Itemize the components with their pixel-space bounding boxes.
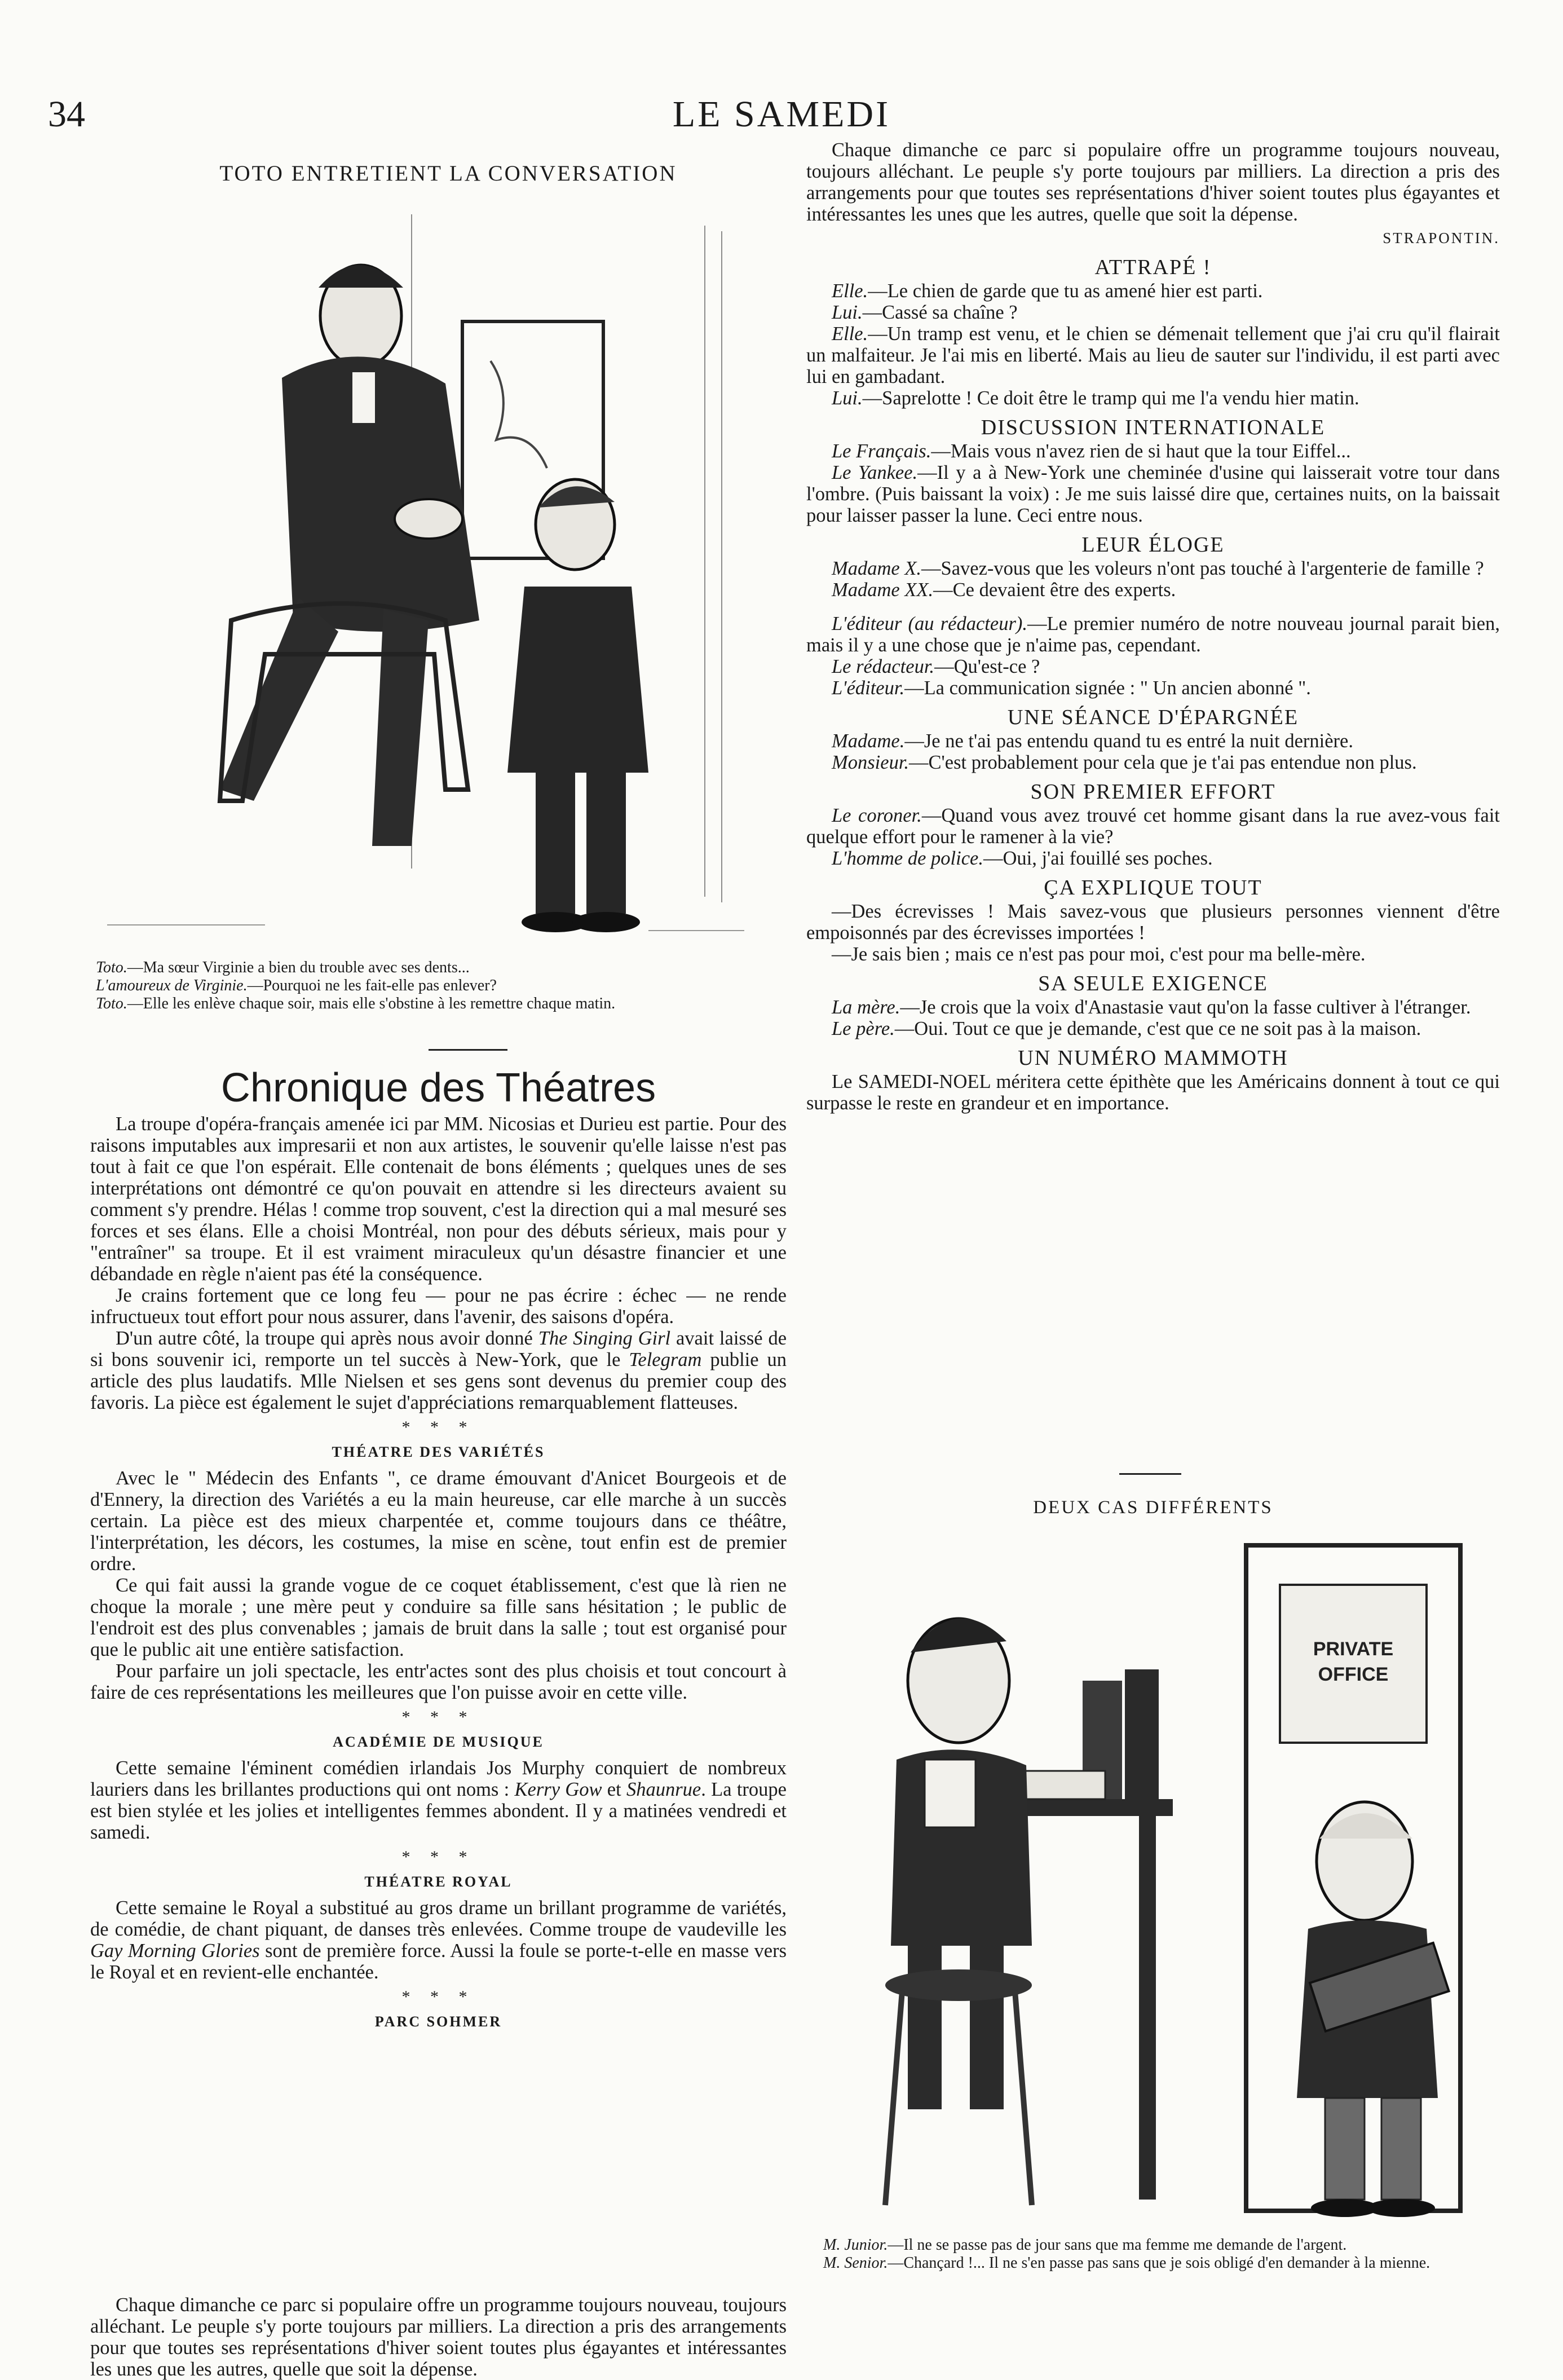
section-stars: * * * xyxy=(401,1848,475,1866)
deux-cas-drawing xyxy=(812,1534,1489,2228)
academie-heading: ACADÉMIE DE MUSIQUE xyxy=(333,1734,544,1750)
caption-line: M. Junior.—Il ne se passe pas de jour sans que ma femme me demande de l'argent. xyxy=(823,2236,1347,2254)
divider-rule xyxy=(429,1049,507,1051)
varietes-paragraph: Ce qui fait aussi la grande vogue de ce coquet établissement, c'est que là rien ne choque la morale ; une mère peut y conduire sa fille sans hésitation ; le public de l'endroit est des plus convenables ; jamais de bruit dans la salle ; tout est organisé pour que le public ait une entière satisfaction. xyxy=(90,1575,787,1660)
varietes-heading: THÉATRE DES VARIÉTÉS xyxy=(332,1444,545,1460)
joke-line: Le père.—Oui. Tout ce que je demande, c'est que ce ne soit pas à la maison. xyxy=(832,1018,1421,1039)
running-head: LE SAMEDI xyxy=(672,94,891,135)
joke-line: L'éditeur.—La communication signée : " Un ancien abonné ". xyxy=(832,677,1311,699)
joke-line: La mère.—Je crois que la voix d'Anastasie vaut qu'on la fasse cultiver à l'étranger. xyxy=(832,997,1471,1018)
chronique-paragraph: Je crains fortement que ce long feu — pour ne pas écrire : échec — ne rende infructueux tout effort pour nous assurer, dans l'avenir, des saisons d'opéra. xyxy=(90,1285,787,1328)
illustration-1 xyxy=(96,192,756,950)
caption-line: Toto.—Ma sœur Virginie a bien du trouble avec ses dents... xyxy=(96,959,470,976)
chronique-paragraph: D'un autre côté, la troupe qui après nous avoir donné The Singing Girl avait laissé de si bons souvenir ici, remporte un tel succès à New-York, que le Telegram publie un article des plus laudatifs. Mlle Nielsen et ses gens sont devenus du premier coup des favoris. La pièce est également le sujet d'appréciations remarquablement flatteuses. xyxy=(90,1328,787,1413)
chronique-des-theatres xyxy=(90,1060,787,2037)
joke-line: Lui.—Cassé sa chaîne ? xyxy=(832,302,1018,323)
caption-line: Toto.—Elle les enlève chaque soir, mais elle s'obstine à les remettre chaque matin. xyxy=(96,995,616,1012)
divider-rule xyxy=(1119,1473,1181,1475)
joke-line: Madame XX.—Ce devaient être des experts. xyxy=(832,579,1176,601)
academie-paragraph: Cette semaine l'éminent comédien irlandais Jos Murphy conquiert de nombreux lauriers dans les brillantes productions qui ont noms : Kerry Gow et Shaunrue. La troupe est bien stylée et les jolies et intelligentes femmes abondent. Il y a matinées vendredi et samedi. xyxy=(90,1757,787,1843)
joke-line: —Des écrevisses ! Mais savez-vous que plusieurs personnes viennent d'être empoisonnés par des écrevisses importées ! xyxy=(806,901,1500,944)
joke-line: Lui.—Saprelotte ! Ce doit être le tramp qui me l'a vendu hier matin. xyxy=(832,387,1359,409)
royal-heading: THÉATRE ROYAL xyxy=(364,1874,513,1890)
section-stars: * * * xyxy=(401,1987,475,2006)
joke-title: DISCUSSION INTERNATIONALE xyxy=(981,416,1326,439)
sohmer-paragraph-start: Chaque dimanche ce parc si populaire offre un programme toujours nouveau, toujours alléchant. Le peuple s'y porte toujours par milliers. La direction a pris des arrangements pour que toutes ses représentations d'hiver soient toutes plus égayantes et intéressantes les unes que les autres, quelle que soit la dépense. xyxy=(90,2294,787,2380)
right-column xyxy=(806,139,1500,1114)
varietes-paragraph: Avec le " Médecin des Enfants ", ce drame émouvant d'Anicet Bourgeois et de d'Ennery, la direction des Variétés a eu la main heureuse, car elle marche à un succès certain. La pièce est des mieux charpentée et, comme toujours dans ce théâtre, l'interprétation, les décors, les costumes, la mise en scène, tout enfin est de premier ordre. xyxy=(90,1467,787,1575)
joke-line: Elle.—Le chien de garde que tu as amené hier est parti. xyxy=(832,280,1263,302)
joke-title: UNE SÉANCE D'ÉPARGNÉE xyxy=(1007,706,1299,729)
signature: STRAPONTIN. xyxy=(1383,230,1500,246)
joke-line: —Je sais bien ; mais ce n'est pas pour moi, c'est pour ma belle-mère. xyxy=(832,944,1366,965)
joke-line: Madame.—Je ne t'ai pas entendu quand tu es entré la nuit dernière. xyxy=(832,730,1353,752)
sohmer-heading: PARC SOHMER xyxy=(374,2013,502,2030)
chronique-paragraph: La troupe d'opéra-français amenée ici par MM. Nicosias et Durieu est partie. Pour des raisons imputables aux impresarii et non aux artistes, le souvenir qu'elle laisse n'est pas tout à fait ce que l'on espérait. Elle contenait de bons éléments ; quelques unes de ses interprétations ont démontré ce qu'on pouvait en attendre si les directeurs avaient su comment s'y prendre. Hélas ! comme trop souvent, c'est la direction qui a mal mesuré ses forces et ses élans. Elle a choisi Montréal, non pour des débuts sérieux, mais pour y "entraîner" sa troupe. Et il est vraiment miraculeux qu'un désastre financier et une débandade en règle n'aient pas été la conséquence. xyxy=(90,1113,787,1285)
toto-conversation-drawing xyxy=(96,192,756,950)
joke-line: Le coroner.—Quand vous avez trouvé cet homme gisant dans la rue avez-vous fait quelque effort pour le ramener à la vie? xyxy=(806,805,1500,848)
joke-line: Elle.—Un tramp est venu, et le chien se démenait tellement que j'ai cru qu'il flairait un malfaiteur. Je l'ai mis en liberté. Mais au lieu de sauter sur l'individu, il est parti avec lui en gambadant. xyxy=(806,323,1500,387)
joke-title: UN NUMÉRO MAMMOTH xyxy=(1018,1046,1288,1070)
joke-line: Madame X.—Savez-vous que les voleurs n'ont pas touché à l'argenterie de famille ? xyxy=(832,558,1484,579)
varietes-paragraph: Pour parfaire un joli spectacle, les entr'actes sont des plus choisis et tout concourt à faire de ces représentations les meilleures que l'on puisse avoir en cette ville. xyxy=(90,1660,787,1703)
illustration-1-caption xyxy=(96,959,772,1013)
joke-line: L'éditeur (au rédacteur).—Le premier numéro de notre nouveau journal parait bien, mais il y a une chose que je n'aime pas, cependant. xyxy=(806,613,1500,656)
section-stars: * * * xyxy=(401,1708,475,1726)
joke-title: LEUR ÉLOGE xyxy=(1081,533,1225,557)
section-stars: * * * xyxy=(401,1418,475,1436)
joke-title: SON PREMIER EFFORT xyxy=(1030,780,1276,804)
illustration-2 xyxy=(812,1534,1489,2228)
illustration-2-title: DEUX CAS DIFFÉRENTS xyxy=(1033,1497,1273,1518)
illustration-1-title: TOTO ENTRETIENT LA CONVERSATION xyxy=(219,161,677,186)
door-sign: PRIVATE xyxy=(1313,1638,1394,1660)
joke-line: Le SAMEDI-NOEL méritera cette épithète que les Américains donnent à tout ce qui surpasse le reste en grandeur et en importance. xyxy=(806,1071,1500,1114)
joke-line: Le rédacteur.—Qu'est-ce ? xyxy=(832,656,1040,677)
caption-line: M. Senior.—Chançard !... Il ne s'en passe pas sans que je sois obligé d'en demander à la mienne. xyxy=(823,2254,1430,2272)
sohmer-paragraph-continued: Chaque dimanche ce parc si populaire offre un programme toujours nouveau, toujours alléchant. Le peuple s'y porte toujours par milliers. La direction a pris des arrangements pour que toutes ses représentations d'hiver soient toutes plus égayantes et intéressantes les unes que les autres, quelle que soit la dépense. xyxy=(806,139,1500,225)
joke-title: SA SEULE EXIGENCE xyxy=(1038,972,1268,995)
door-sign: OFFICE xyxy=(1318,1664,1389,1685)
joke-line: Monsieur.—C'est probablement pour cela que je t'ai pas entendue non plus. xyxy=(832,752,1417,773)
royal-paragraph: Cette semaine le Royal a substitué au gros drame un brillant programme de variétés, de comédie, de chant piquant, de danses très enlevées. Comme troupe de vaudeville les Gay Morning Glories sont de première force. Aussi la foule se porte-t-elle en masse vers le Royal et en revient-elle enchantée. xyxy=(90,1897,787,1983)
illustration-2-caption xyxy=(812,2236,1500,2272)
joke-line: L'homme de police.—Oui, j'ai fouillé ses poches. xyxy=(832,848,1213,869)
chronique-title: Chronique des Théatres xyxy=(220,1065,656,1110)
caption-line: L'amoureux de Virginie.—Pourquoi ne les fait-elle pas enlever? xyxy=(96,977,497,994)
joke-title: ATTRAPÉ ! xyxy=(1094,255,1212,279)
joke-line: Le Français.—Mais vous n'avez rien de si haut que la tour Eiffel... xyxy=(832,440,1351,462)
page-number: 34 xyxy=(48,94,85,135)
joke-line: Le Yankee.—Il y a à New-York une cheminée d'usine qui laisserait votre tour dans l'ombre. (Puis baissant la voix) : Je me suis laissé dire que, certaines nuits, on la baissait pour laisser passer la lune. Ceci entre nous. xyxy=(806,462,1500,526)
joke-title: ÇA EXPLIQUE TOUT xyxy=(1044,876,1262,900)
